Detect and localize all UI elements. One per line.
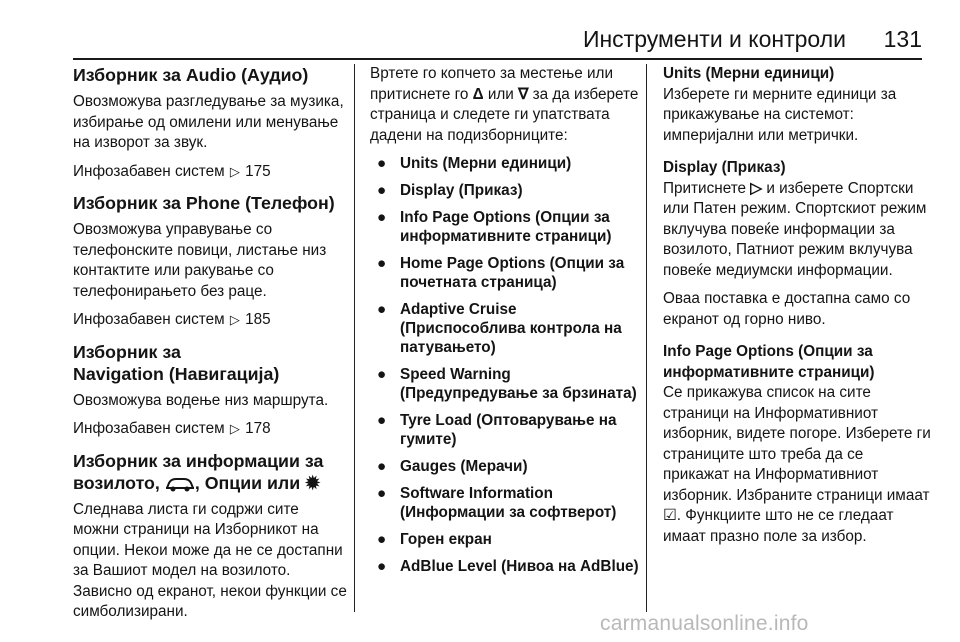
vehicle-info-body: Следнава листа ги содржи сите можни страници на Изборникот на опции. Некои може да не се достапни за Вашиот модел на возилото. Зависно од екранот, некои функции се симболизирани. (73, 500, 347, 620)
list-item-label: Units (Мерни единици) (400, 155, 572, 172)
triangle-up-icon: Δ (472, 85, 484, 103)
column-right (663, 64, 931, 559)
column-left (73, 64, 348, 631)
section-info-page (663, 342, 931, 547)
bullet-icon: ● (377, 485, 387, 502)
watermark: carmanualsonline.info (600, 612, 809, 635)
list-item (370, 457, 640, 476)
section-navigation (73, 341, 348, 440)
bullet-icon: ● (377, 209, 387, 226)
vehicle-info-heading-prefix: возилото, (73, 472, 160, 493)
navigation-heading (73, 341, 348, 385)
navigation-ref-page[interactable]: 178 (245, 420, 271, 437)
options-intro-part1: Вртете го копчето за местење или притиснете го (370, 65, 614, 103)
section-units (663, 64, 931, 146)
options-intro-part2: за да изберете страница и следете ги упатствата дадени на подизборниците: (370, 85, 639, 144)
display-body-text: и изберете Спортски или Патен режим. Спортскиот режим вклучува повеќе информации за возилото, Патниот режим вклучува повеќе медиумски информации. (663, 179, 927, 279)
phone-ref-page[interactable]: 185 (245, 311, 271, 328)
list-item (370, 254, 640, 292)
list-item (370, 181, 640, 200)
header-title: Инструменти и контроли (582, 26, 846, 52)
bullet-icon: ● (377, 182, 387, 199)
list-item (370, 484, 640, 522)
list-item-label: Info Page Options (Опции за информативните страници) (400, 209, 612, 245)
navigation-body: Овозможува водење низ маршрута. (73, 391, 329, 409)
section-display (663, 158, 931, 330)
bullet-icon: ● (377, 155, 387, 172)
options-intro (370, 64, 640, 146)
section-audio (73, 64, 348, 182)
navigation-reference (73, 419, 348, 440)
column-divider-right (646, 64, 647, 612)
units-heading: Units (Мерни единици) (663, 65, 835, 82)
phone-ref-text: Инфозабавен систем (73, 311, 225, 328)
phone-heading: Изборник за Phone (Телефон) (73, 193, 335, 213)
list-item (370, 557, 640, 576)
units-body: Изберете ги мерните единици за прикажување на системот: империјални или метрички. (663, 85, 897, 144)
vehicle-info-heading (73, 450, 348, 494)
list-item-label: Software Information (Информации за софтверот) (400, 485, 617, 521)
audio-ref-text: Инфозабавен систем (73, 162, 225, 180)
list-item-label: Adaptive Cruise (Приспособлива контрола на патувањето) (400, 301, 622, 356)
list-item (370, 365, 640, 403)
bullet-icon: ● (377, 558, 387, 575)
list-item-label: Горен екран (400, 531, 492, 548)
bullet-icon: ● (377, 301, 387, 318)
checkbox-checked-icon: ☑ (663, 507, 677, 524)
display-note: Оваа поставка е достапна само со екранот од горно ниво. (663, 290, 911, 328)
triangle-down-icon: ∇ (518, 85, 529, 103)
list-item-label: Speed Warning (Предупредување за брзината) (400, 366, 637, 402)
list-item (370, 411, 640, 449)
bullet-icon: ● (377, 412, 387, 429)
info-page-body-part1: Се прикажува список на сите страници на Информативниот изборник, видете погоре. Изберете ги страниците што треба да се прикажат на Информативниот изборник. Избраните страници имаат (663, 384, 931, 504)
list-item-label: Home Page Options (Опции за почетната страница) (400, 255, 625, 291)
bullet-icon: ● (377, 531, 387, 548)
bullet-icon: ● (377, 366, 387, 383)
info-page-body (663, 383, 931, 547)
audio-body: Овозможува разгледување за музика, избирање од омилени или менување на изворот за звук. (73, 93, 344, 151)
display-heading: Display (Приказ) (663, 159, 786, 176)
list-item-label: Gauges (Мерачи) (400, 458, 528, 475)
list-item (370, 300, 640, 357)
column-middle (370, 64, 640, 584)
info-page-body-part2: . Функциите што не се гледаат имаат празно поле за избор. (663, 507, 894, 545)
list-item (370, 530, 640, 549)
list-item-label: Display (Приказ) (400, 182, 523, 199)
audio-ref-page[interactable]: 175 (245, 162, 271, 180)
bullet-icon: ● (377, 458, 387, 475)
page-number: 131 (883, 26, 922, 52)
page-header (73, 22, 922, 60)
display-body-prefix: Притиснете (663, 179, 747, 197)
list-item (370, 154, 640, 173)
info-page-heading: Info Page Options (Опции за информативните страници) (663, 343, 875, 381)
bullet-icon: ● (377, 255, 387, 272)
list-item (370, 208, 640, 246)
phone-body: Овозможува управување со телефонските повици, листање низ контактите или ракување со телефонирањето без раце. (73, 221, 327, 300)
page-reference-icon: ▷ (229, 421, 240, 436)
section-vehicle-info (73, 450, 348, 623)
display-body (663, 179, 931, 282)
navigation-heading-line1: Изборник за (73, 341, 181, 362)
page-reference-icon: ▷ (229, 163, 240, 179)
audio-reference (73, 162, 348, 183)
navigation-heading-line2: Navigation (Навигација) (73, 363, 280, 384)
phone-reference (73, 310, 348, 331)
page-reference-icon: ▷ (229, 312, 240, 327)
navigation-ref-text: Инфозабавен систем (73, 420, 225, 437)
gear-icon: ✹ (305, 472, 321, 493)
list-item-label: AdBlue Level (Нивоа на AdBlue) (400, 558, 639, 575)
options-intro-or: или (487, 85, 514, 103)
column-divider-left (354, 64, 355, 612)
options-list (370, 154, 640, 576)
play-select-icon: ▷ (750, 179, 763, 197)
audio-heading: Изборник за Audio (Аудио) (73, 65, 309, 85)
car-icon (165, 476, 195, 492)
list-item-label: Tyre Load (Оптоварување на гумите) (400, 412, 617, 448)
section-phone (73, 192, 348, 331)
vehicle-info-heading-line1: Изборник за информации за (73, 450, 324, 471)
vehicle-info-heading-middle: , Опции или (194, 472, 301, 493)
